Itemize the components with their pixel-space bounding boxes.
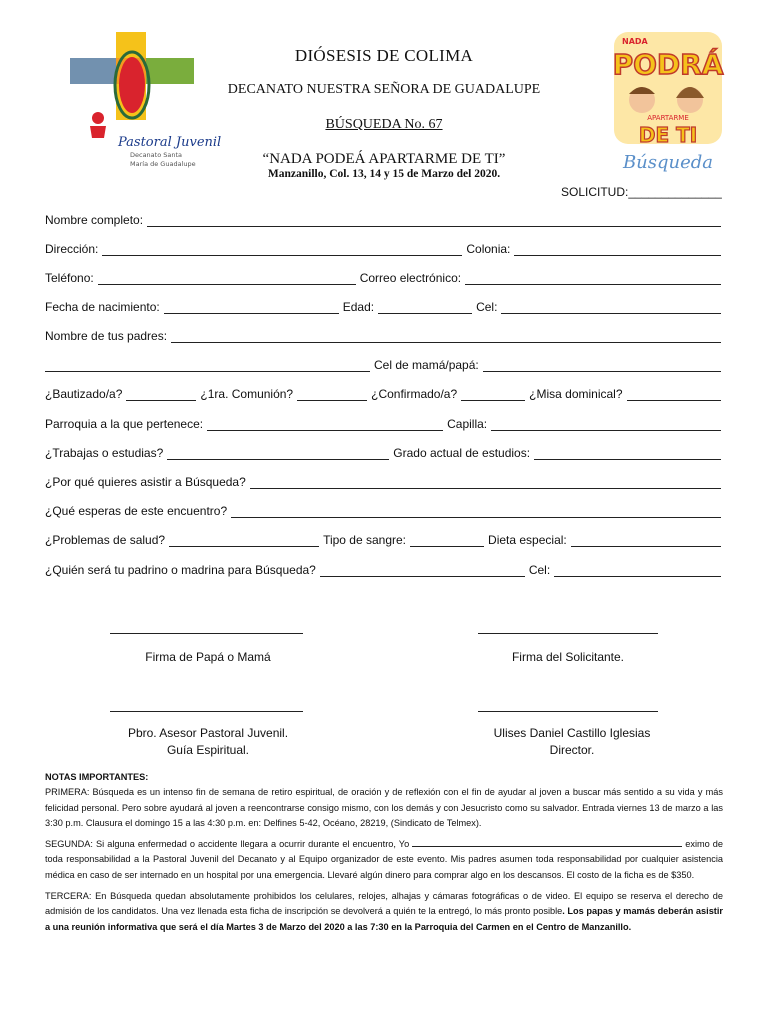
edad-field[interactable]	[378, 311, 472, 314]
colonia-label: Colonia:	[466, 242, 511, 256]
nombre-field[interactable]	[147, 224, 721, 227]
cel-field[interactable]	[501, 311, 721, 314]
form-row-padrino	[45, 559, 721, 577]
bautizado-field[interactable]	[126, 398, 196, 401]
comunion-label: ¿1ra. Comunión?	[200, 387, 294, 401]
dieta-label: Dieta especial:	[488, 533, 567, 547]
logo-left-subtext-1: Decanato Santa	[130, 151, 183, 159]
cel-label: Cel:	[476, 300, 498, 314]
padrino-cel-field[interactable]	[554, 574, 721, 577]
sangre-label: Tipo de sangre:	[323, 533, 407, 547]
decanato-subtitle: DECANATO NUESTRA SEÑORA DE GUADALUPE	[227, 82, 541, 97]
salud-label: ¿Problemas de salud?	[45, 533, 166, 547]
padres-label: Nombre de tus padres:	[45, 329, 168, 343]
firma-solicitante-label: Firma del Solicitante.	[511, 650, 625, 664]
director-signature-block	[444, 725, 700, 759]
diocese-title: DIÓSESIS DE COLIMA	[294, 46, 474, 65]
correo-field[interactable]	[465, 282, 721, 285]
busqueda-number: BÚSQUEDA No. 67	[325, 117, 443, 132]
note-segunda-start: SEGUNDA: Si alguna enfermedad o accidente llegara a ocurrir durante el encuentro, Yo	[45, 839, 410, 850]
form-row-que-esperas	[45, 500, 721, 518]
telefono-label: Teléfono:	[45, 271, 94, 285]
form-row-fecha	[45, 296, 721, 314]
notes-heading: NOTAS IMPORTANTES:	[45, 772, 149, 782]
fecha-nacimiento-label: Fecha de nacimiento:	[45, 300, 160, 314]
note-segunda-end: eximo de toda responsabilidad a la Pastoral Juvenil del Decanato y al Equipo organizador de este evento. Mis padres asumen toda responsabilidad por cualquier asistencia médica en caso de ser internado en un hospital por una emergencia. Llevaré algún dinero para comprar algo en los descansos. El costo de la ficha es de $350.	[45, 839, 724, 880]
note-primera: PRIMERA: Búsqueda es un intenso fin de semana de retiro espiritual, de oración y de reflexión con el fin de ayudar al joven a buscar más sentido a su vida y más felicidad personal. Pero sobre ayudará al joven a reencontrarse consigo mismo, con los demás y con Jesucristo como su salvador. Entrada viernes 13 de marzo a las 3:30 p.m. Clausura el domingo 15 a las 4:30 p.m. en: Delfines 5-42, Océano, 28219, (Sindicato de Telmex).	[45, 787, 723, 828]
capilla-label: Capilla:	[447, 417, 488, 431]
note-tercera	[45, 889, 723, 935]
event-place-date: Manzanillo, Col. 13, 14 y 15 de Marzo del 2020.	[267, 168, 501, 180]
note-segunda	[45, 837, 723, 883]
que-esperas-label: ¿Qué esperas de este encuentro?	[45, 504, 228, 518]
note-tercera-bold: . Los papas y mamás deberán asistir a una reunión informativa que será el día Martes 3 de Marzo del 2020 a las 7:30 en la Parroquia del Carmen en el Centro de Manzanillo.	[45, 906, 723, 932]
trabajas-field[interactable]	[167, 457, 389, 460]
confirmado-label: ¿Confirmado/a?	[371, 387, 458, 401]
colonia-field[interactable]	[514, 253, 721, 256]
form-row-sacramentos	[45, 383, 721, 401]
padrino-field[interactable]	[320, 574, 525, 577]
form-row-trabajas	[45, 442, 721, 460]
asesor-signature-block	[80, 725, 336, 759]
padrino-cel-label: Cel:	[528, 563, 551, 577]
grado-field[interactable]	[534, 457, 721, 460]
form-row-por-que	[45, 471, 721, 489]
note-tercera-start: TERCERA: En Búsqueda quedan absolutamente prohibidos los celulares, relojes, alhajas y cámaras fotográficas o de video. El equipo se reserva el derecho de admisión de los candidatos. Una vez llenada esta ficha de inscripción se devolverá a quién te la entregó, lo más pronto posible	[45, 891, 723, 917]
que-esperas-field[interactable]	[231, 515, 721, 518]
sangre-field[interactable]	[410, 544, 484, 547]
grado-label: Grado actual de estudios:	[393, 446, 531, 460]
form-row-salud	[45, 529, 721, 547]
bautizado-label: ¿Bautizado/a?	[45, 387, 123, 401]
padres-field-continued[interactable]	[45, 369, 370, 372]
logo-left-title: Pastoral Juvenil	[118, 135, 222, 150]
form-row-parroquia	[45, 413, 721, 431]
firma-solicitante-line[interactable]	[478, 633, 658, 634]
firma-padres-label: Firma de Papá o Mamá	[145, 650, 271, 664]
logo-right-bottom-text: DE TI	[638, 123, 698, 147]
padres-field[interactable]	[171, 340, 721, 343]
parroquia-field[interactable]	[207, 428, 443, 431]
logo-left-subtext-2: María de Guadalupe	[130, 160, 196, 168]
capilla-field[interactable]	[491, 428, 721, 431]
logo-right-top-text: NADA	[622, 37, 648, 46]
form-row-telefono	[45, 267, 721, 285]
fecha-nacimiento-field[interactable]	[164, 311, 339, 314]
firma-asesor-line[interactable]	[110, 711, 303, 712]
firma-director-line[interactable]	[478, 711, 658, 712]
form-row-nombre	[45, 209, 721, 227]
telefono-field[interactable]	[98, 282, 356, 285]
event-motto: “NADA PODEÁ APARTARME DE TI”	[262, 151, 506, 167]
logo-right-middle-text: APARTARME	[647, 114, 689, 122]
cel-mama-papa-field[interactable]	[483, 369, 721, 372]
padrino-label: ¿Quién será tu padrino o madrina para Búsqueda?	[45, 563, 316, 577]
form-row-padres	[45, 325, 721, 343]
nombre-label: Nombre completo:	[45, 213, 144, 227]
por-que-field[interactable]	[250, 486, 721, 489]
director-name: Ulises Daniel Castillo Iglesias	[493, 726, 651, 740]
salud-field[interactable]	[169, 544, 319, 547]
yo-name-field[interactable]	[412, 837, 682, 847]
director-role: Director.	[549, 743, 595, 757]
logo-right-script-text: Búsqueda	[622, 152, 714, 173]
asesor-name: Pbro. Asesor Pastoral Juvenil.	[127, 726, 289, 740]
parroquia-label: Parroquia a la que pertenece:	[45, 417, 204, 431]
confirmado-field[interactable]	[461, 398, 525, 401]
form-row-padres-cont	[45, 354, 721, 372]
misa-field[interactable]	[627, 398, 721, 401]
edad-label: Edad:	[342, 300, 375, 314]
correo-label: Correo electrónico:	[359, 271, 462, 285]
form-row-direccion	[45, 238, 721, 256]
firma-padres-line[interactable]	[110, 633, 303, 634]
solicitud-number-field[interactable]: SOLICITUD:______________	[561, 185, 722, 199]
comunion-field[interactable]	[297, 398, 367, 401]
dieta-field[interactable]	[571, 544, 721, 547]
cel-mama-papa-label: Cel de mamá/papá:	[374, 358, 479, 372]
notes-section	[45, 770, 723, 941]
direccion-label: Dirección:	[45, 242, 99, 256]
asesor-role: Guía Espiritual.	[166, 743, 250, 757]
por-que-label: ¿Por qué quieres asistir a Búsqueda?	[45, 475, 246, 489]
misa-label: ¿Misa dominical?	[529, 387, 623, 401]
trabajas-label: ¿Trabajas o estudias?	[45, 446, 164, 460]
logo-right-big-text: PODRÁ	[612, 48, 724, 81]
direccion-field[interactable]	[102, 253, 462, 256]
